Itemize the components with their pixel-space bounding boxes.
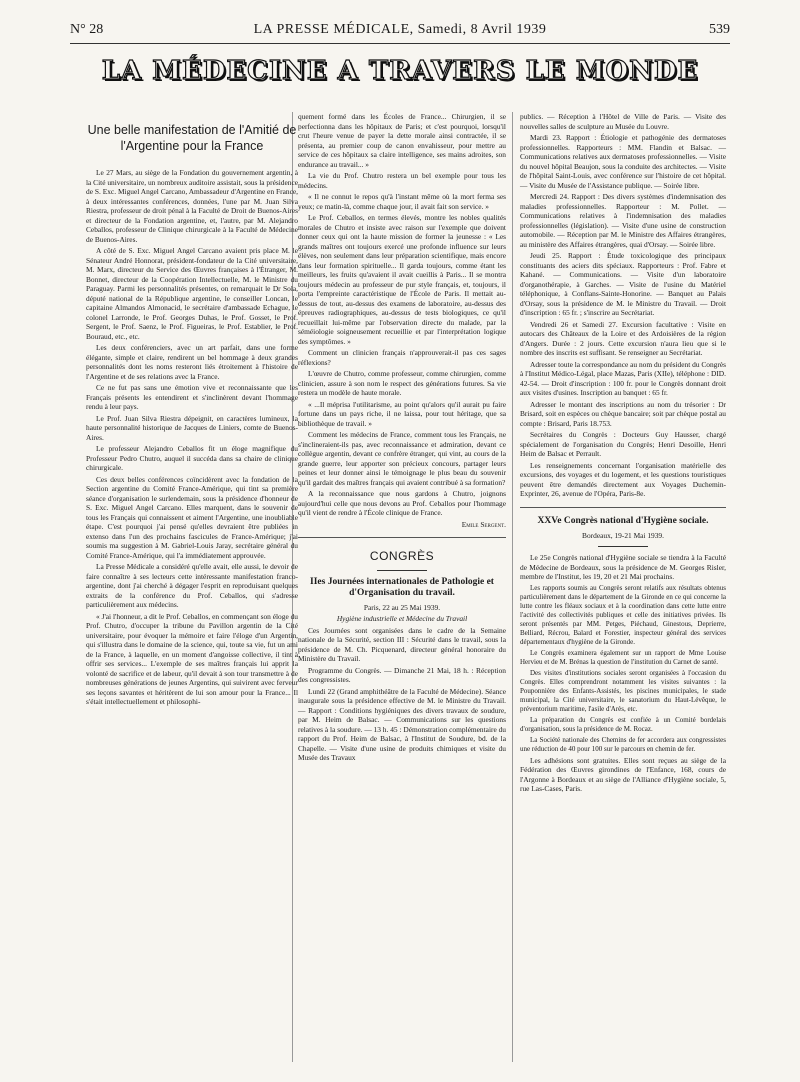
paragraph: Adresser toute la correspondance au nom du président du Congrès à l'Institut Médico-Légal, place Mazas, Paris (XIIe), téléphone : DID. 42-54. — Droit d'inscription : 100 fr. pour le Congrès donnant droit aux visites d'usines. Inscription au banquet : 65 fr. [520,359,726,397]
paragraph: Des visites d'institutions sociales seront organisées à l'occasion du Congrès. Elles comprendront notamment les visites suivantes : la Pouponnière des Enfants-Assistés, les piscines municipales, le stade municipal, la Cité universitaire, le sanatorium du Haut-Lévêque, le préventorium maritime, l'asile d'Arès, etc. [520,668,726,713]
paragraph: A côté de S. Exc. Miguel Angel Carcano avaient pris place M. le Sénateur André Honnorat, président-fondateur de la Cité universitaire, M. Marx, directeur du Service des Œuvres françaises à l'Étranger, M. Bonnet, directeur de la Coopération Intellectuelle, M. le Ministre du Paraguay. Parmi les personnalités présentes, on remarquait le Dr Sola, député national de la République argentine, le conseiller Loncan, le capitaine Almandos Almonacid, le secrétaire d'ambassade Echague, le colonel Larronde, le Prof. Georges Duhas, le Prof. Gosset, le Prof. Sergent, le Prof. Saenz, le Prof. Figueiras, le Prof. Establier, le Prof. Bouraud, etc., etc. [86,246,298,341]
paragraph: La Société nationale des Chemins de fer accordera aux congressistes une réduction de 40 pour 100 sur le parcours en chemin de fer. [520,735,726,753]
paragraph: Les adhésions sont gratuites. Elles sont reçues au siège de la Fédération des Œuvres girondines de l'Enfance, 168, cours de l'Argonne à Bordeaux et au siège de l'Alliance d'Hygiène sociale, 5, rue Las-Cases, Paris. [520,755,726,793]
journal-title: LA PRESSE MÉDICALE, Samedi, 8 Avril 1939 [253,22,547,37]
signature: Emile Sergent. [461,519,506,529]
paragraph: Ces deux belles conférences coïncidèrent avec la fondation de la Section argentine du Comité France-Amérique, qui tint sa première séance d'organisation le surlendemain, sous la présidence d'honneur de S. Exc. Miguel Angel Carcano. Elles marquent, dans le souvenir de tous les Français qui connaissent et aiment l'Argentine, une inoubliable étape. C'est pourquoi j'ai pensé qu'elles devraient être publiées in extenso dans l'un des prochains fascicules de France-Amérique; j'ai soumis ma suggestion à M. Gabriel-Louis Jaray, secrétaire général du Comité France-Amérique, qui l'a immédiatement approuvée. [86,474,298,560]
paragraph: « ...Il méprisa l'utilitarisme, au point qu'alors qu'il aurait pu faire fortune dans un pays riche, il ne laissa, pour tout héritage, que sa bibliothèque de travail. » [298,399,506,428]
event-dates: Paris, 22 au 25 Mai 1939. [363,602,441,612]
paragraph: Les renseignements concernant l'organisation matérielle des excursions, des voyages et du logement, et les questions touristiques peuvent être demandés directement aux Voyages Duchemin-Exprinter, 26, avenue de l'Opéra, Paris-8e. [520,460,726,498]
paragraph: Le 25e Congrès national d'Hygiène sociale se tiendra à la Faculté de Médecine de Bordeaux, sous la présidence de M. Georges Risler, membre de l'Institut, les 19, 20 et 21 Mai prochains. [520,553,726,581]
paragraph: Comment les médecins de France, comment tous les Français, ne s'inclineraient-ils pas, avec reconnaissance et admiration, devant ce collègue argentin, devant ce confrère étranger, qui vint, au cours de la grande guerre, leur apporter son précieux concours, partager leurs peines et leur donner ainsi le témoignage le plus beau du souvenir qu'il gardait des maîtres français qui avaient contribué à sa formation? [298,430,506,487]
issue-number: N° 28 [70,22,104,37]
paragraph: Le Prof. Juan Silva Riestra dépeignit, en caractères lumineux, la haute personnalité historique de Jacques de Liniers, comte de Buenos-Aires. [86,413,298,442]
page-header [70,22,730,42]
column-divider [512,112,513,1062]
paragraph: Jeudi 25. Rapport : Étude toxicologique des principaux constituants des aciers dits spéciaux. Rapporteurs : Prof. Fabre et Kahané. — Communications. — Visite d'un laboratoire d'organothérapie, à Garches. — Visite de l'usine du Matériel téléphonique, à Conflans-Sainte-Honorine. — Banquet au Palais d'Orsay, sous la présidence de M. le Ministre du Travail. — Droit d'inscription : 65 fr. ; s'inscrire au Secrétariat. [520,251,726,317]
paragraph: Les rapports soumis au Congrès seront relatifs aux résultats obtenus particulièrement dans le département de la Gironde en ce qui concerne la lutte contre les fléaux sociaux et à la coordination dans cette lutte entre l'activité des collectivités publiques et celle des initiatives privées. Ils seront présentés par MM. Petges, Piéchaud, Ginestous, Deprierre, Belliard, Récrou, Balard et Forestier, inspecteur général des services départementaux d'hygiène de la Gironde. [520,583,726,646]
paragraph: « Il ne connut le repos qu'à l'instant même où la mort ferma ses yeux; ce matin-là, comme chaque jour, il avait fait son service. » [298,192,506,211]
column-3 [520,112,726,796]
paragraph: Le professeur Alejandro Ceballos fit un éloge magnifique du Professeur Pedro Chutro, auquel il succéda dans sa chaire de clinique chirurgicale. [86,444,298,472]
paragraph: A la reconnaissance que nous gardons à Chutro, joignons aujourd'hui celle que nous devons au Prof. Ceballos pour l'hommage qu'il vient de rendre à l'École clinique de France. [298,489,506,517]
paragraph: Vendredi 26 et Samedi 27. Excursion facultative : Visite en autocars des Châteaux de la Loire et des Ardoisières de la région d'Angers. Durée : 2 jours. Cette excursion n'aura lieu que si le nombre des inscrits est suffisant. Se renseigner au Secrétariat. [520,319,726,357]
event-title: IIes Journées internationales de Pathologie et d'Organisation du travail. [310,576,494,598]
paragraph: quement formé dans les Écoles de France... Chirurgien, il se perfectionna dans les hôpitaux de Paris; et c'est pourquoi, lorsqu'il crut l'heure venue de payer la dette morale ainsi contractée, il se présenta, au premier coup de canon envahisseur, pour mettre au service de ces hôpitaux sa claire intelligence, ses mains adroites, son endurance au travail... » [298,112,506,169]
paragraph: Ce ne fut pas sans une émotion vive et reconnaissante que les Français présents les entendirent et s'inclinèrent devant l'hommage rendu à leur pays. [86,383,298,411]
paragraph: Comment un clinicien français n'approuverait-il pas ces sages réflexions? [298,348,506,367]
section-heading: CONGRÈS [369,549,435,563]
paragraph: La Presse Médicale a considéré qu'elle avait, elle aussi, le devoir de faire connaître à ses lecteurs cette intéressante manifestation franco-argentine, dont j'ai cherché à dégager l'esprit en reproduisant quelques extraits de la conférence du Prof. Ceballos, qui s'adresse particulièrement aux médecins. [86,562,298,609]
paragraph: Mardi 23. Rapport : Étiologie et pathogénie des dermatoses professionnelles. Rapporteurs : MM. Flandin et Balsac. — Communications relatives aux dermatoses professionnelles. — Visite du nouvel hôpital Beaujon, sous la conduite des architectes. — Visite de l'hôpital Saint-Louis, avec conférence sur l'histoire de cet hôpital. — Visite du Musée de l'Assistance publique. — Soirée libre. [520,133,726,190]
paragraph: Adresser le montant des inscriptions au nom du trésorier : Dr Brisard, soit en espèces ou chèque bancaire; soit par chèque postal au compte : Brisard, Paris 18.753. [520,399,726,428]
event-title: XXVe Congrès national d'Hygiène sociale. [537,515,709,526]
paragraph: La vie du Prof. Chutro restera un bel exemple pour tous les médecins. [298,171,506,190]
paragraph: Mercredi 24. Rapport : Des divers systèmes d'indemnisation des maladies professionnelles. Rapporteur : M. Pollet. — Communications relatives à l'indemnisation des maladies professionnelles (législation). — Visite d'une usine de construction automobile. — Réception par M. le Ministre des Affaires étrangères, au ministère des Affaires étrangères, quai d'Orsay. — Soirée libre. [520,192,726,249]
column-1 [86,112,298,709]
column-2 [298,112,506,765]
paragraph: Secrétaires du Congrès : Docteurs Guy Hausser, chargé spécialement de l'organisation du Congrès; Henri Desoille, Henri Heim de Balsac et Perrault. [520,430,726,458]
divider [377,570,427,571]
paragraph: Ces Journées sont organisées dans le cadre de la Semaine nationale de la Sécurité, section III : Sécurité dans le travail, sous la présidence de M. Ch. Picquenard, directeur général honoraire du Ministère du Travail. [298,625,506,663]
divider [598,546,648,547]
event-dates: Bordeaux, 19-21 Mai 1939. [582,530,664,540]
paragraph: Programme du Congrès. — Dimanche 21 Mai, 18 h. : Réception des congressistes. [298,665,506,684]
paragraph: « J'ai l'honneur, a dit le Prof. Ceballos, en commençant son éloge du Prof. Chutro, d'occuper la tribune du Pavillon argentin de la Cité universitaire, pour évoquer la mémoire et faire l'éloge d'un Argentin, qui s'illustra dans le domaine de la science, qui, toute sa vie, fut un ami de la France, à laquelle, en un moment d'angoisse collective, il tint à offrir ses services... L'exemple de ses maîtres français lui apprit la volonté de sacrifice et de labeur, qu'il devait à son tour transmettre à de nombreuses générations de jeunes Argentins, qui suivirent avec ferveur ses leçons savantes et héritèrent de lui son amour pour la France... Il s'était intellectuellement et philosophi- [86,611,298,706]
paragraph: Lundi 22 (Grand amphithéâtre de la Faculté de Médecine). Séance inaugurale sous la présidence effective de M. le Ministre du Travail. — Rapport : Conditions hygiéniques des divers travaux de soudure, par M. Heim de Balsac. — Communications sur les questions relatives à la soudure. — 13 h. 45 : Démonstration complémentaire du rapport du Prof. Heim de Balsac, à l'Institut de Soudure, bd. de la Chapelle. — Visite d'une usine de produits chimiques et visite du Musée des Travaux [298,686,506,762]
paragraph: Le Prof. Ceballos, en termes élevés, montre les nobles qualités morales de Chutro et insiste avec raison sur l'exemple que doivent donner ceux qui ont la haute mission de former la jeunesse : « Les grands maîtres ont toujours exercé une profonde influence sur leurs élèves, non seulement dans leur préparation scientifique, mais encore dans leur formation spirituelle... Il garda toujours, comme étant les meilleurs, les fruits qu'avaient il avait cueillis à Paris... Il se montra toujours médecin au professeur de pur style français, et, toujours, il porta l'empreinte caractéristique de l'École de Paris. Il mettait au-dessus de tout, au-dessus des examens de laboratoire, au-dessus des épreuves radiographiques, au-dessus de tests biologiques, ce qu'il recueillait lui-même par l'observation directe du malade, par la séméiologie soigneusement recueillie et par l'interprétation logique des symptômes. » [298,213,506,346]
paragraph: L'œuvre de Chutro, comme professeur, comme chirurgien, comme clinicien, assure à son nom le respect des générations futures. Sa vie restera un modèle de haute morale. [298,369,506,397]
paragraph: La préparation du Congrès est confiée à un Comité bordelais d'organisation, sous la présidence de M. Rocaz. [520,715,726,733]
paragraph: Les deux conférenciers, avec un art parfait, dans une forme élégante, simple et claire, rendirent un bel hommage à deux grandes personnalités dont les noms resteront liés étroitement à l'histoire de l'Argentine et de ses relations avec la France. [86,343,298,381]
section-rule [298,537,506,538]
paragraph: Le 27 Mars, au siège de la Fondation du gouvernement argentin, à la Cité universitaire, un nombreux auditoire assistait, sous la présidence de S. Exc. Miguel Angel Carcano, Ambassadeur d'Argentine en France, à deux intéressantes conférences, données, l'une par M. Juan Silva Riestra, professeur de droit pénal à la Faculté de Droit de Buenos-Aires et directeur de la Fondation argentine, et, l'autre, par M. Alejandro Ceballos, professeur de Clinique chirurgicale à la Faculté de Médecine de Buenos-Aires. [86,168,299,244]
paragraph: Le Congrès examinera également sur un rapport de Mme Louise Hervieu et de M. Brénas la question de l'institution du Carnet de santé. [520,648,726,666]
section-rule [520,507,726,508]
paragraph: publics. — Réception à l'Hôtel de Ville de Paris. — Visite des nouvelles salles de sculpture au Musée du Louvre. [520,112,726,131]
header-rule [70,43,730,44]
page-number: 539 [709,22,730,37]
event-subtitle: Hygiène industrielle et Médecine du Travail [336,614,468,623]
article-title: Une belle manifestation de l'Amitié de l'Argentine pour la France [87,123,297,153]
section-banner: LA MÉDECINE A TRAVERS LE MONDE [101,56,699,86]
